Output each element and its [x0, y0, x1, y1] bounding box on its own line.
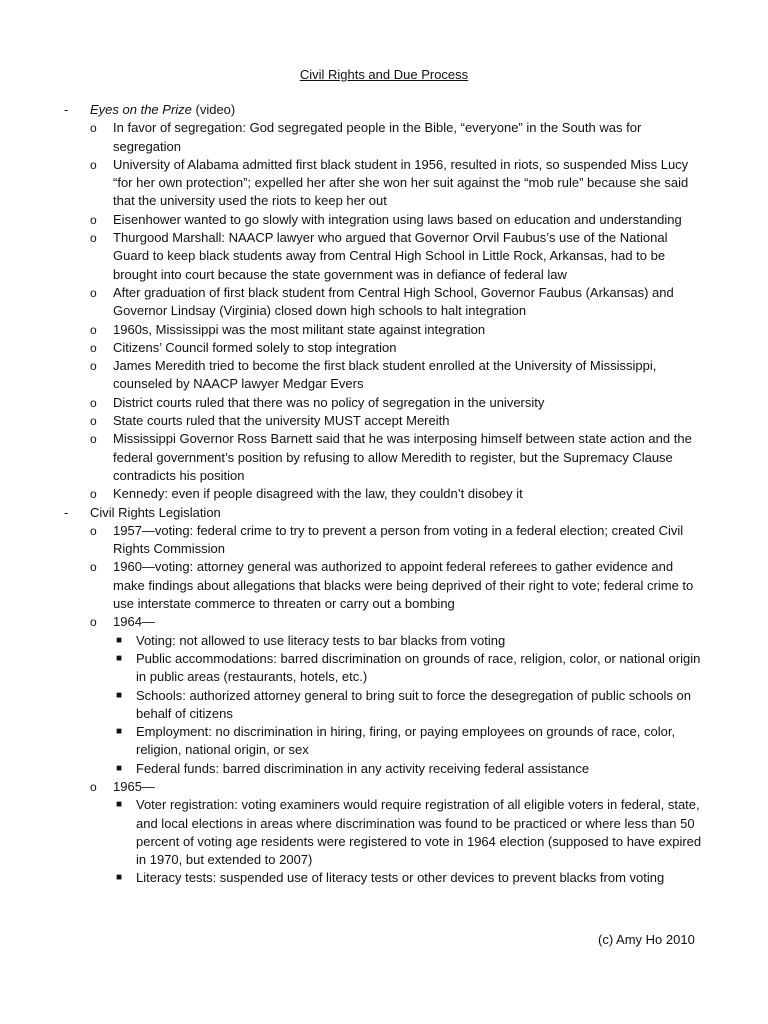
section-heading-rest: (video) — [191, 102, 236, 117]
copyright-footer: (c) Amy Ho 2010 — [598, 932, 695, 947]
list-item-text: In favor of segregation: God segregated people in the Bible, “everyone” in the South was for segregation — [113, 120, 642, 154]
list-item — [0, 430, 703, 485]
list-item-text: 1957—voting: federal crime to try to prevent a person from voting in a federal election; created Civil Rights Commission — [113, 522, 684, 557]
square-bullet: ■ — [116, 799, 123, 811]
sub-item-text: Voter registration: voting examiners would require registration of all eligible voters in federal, state, and local elections in areas where discrimination was found to be practiced or where less than 50 percent of voting age residents were registered to vote in 1964 election (supposed to have expired in 1970, but extended to 2007) — [136, 797, 702, 868]
list-item — [0, 284, 703, 321]
section-list — [0, 101, 768, 888]
circle-bullet: o — [90, 615, 97, 630]
circle-bullet: o — [90, 523, 97, 538]
sub-item — [0, 869, 703, 887]
section-heading: Civil Rights Legislation — [90, 504, 221, 520]
square-bullet: ■ — [116, 634, 123, 646]
section-civil-rights-legislation — [0, 504, 700, 888]
sub-item — [0, 632, 703, 650]
sub-item — [0, 650, 703, 687]
list-item — [0, 558, 703, 613]
circle-bullet: o — [90, 231, 97, 246]
list-item-text: Eisenhower wanted to go slowly with integration using laws based on education and understanding — [113, 211, 682, 227]
circle-bullet: o — [90, 285, 97, 300]
square-bullet: ■ — [116, 689, 123, 701]
square-bullet: ■ — [116, 652, 123, 664]
list-item — [0, 412, 703, 430]
list-item — [0, 119, 703, 156]
circle-bullet: o — [90, 560, 97, 575]
list-item-text: 1960—voting: attorney general was authorized to appoint federal referees to gather evidence and make findings about allegations that blacks were being deprived of their right to vote; federal crime to use interstate commerce to threaten or carry out a bombing — [113, 559, 694, 612]
list-item-text: University of Alabama admitted first black student in 1956, resulted in riots, so suspended Miss Lucy “for her own protection”; expelled her after she won her suit against the “mob rule” because she said that the university used the riots to keep her out — [113, 156, 689, 209]
circle-bullet: o — [90, 487, 97, 502]
dash-bullet: - — [64, 102, 69, 117]
circle-bullet: o — [90, 359, 97, 374]
list-item-text: State courts ruled that the university MUST accept Mereith — [113, 413, 450, 429]
circle-bullet: o — [90, 157, 97, 172]
sub-item — [0, 760, 703, 778]
section-items — [90, 119, 700, 503]
list-item-text: Thurgood Marshall: NAACP lawyer who argued that Governor Orvil Faubus’s use of the National Guard to keep black students away from Central High School in Little Rock, Arkansas, had to be brought into court because the state government was in defiance of federal law — [113, 230, 668, 282]
section-heading-italic: Eyes on the Prize — [90, 102, 192, 117]
list-item — [0, 522, 703, 559]
sub-item — [0, 723, 703, 760]
list-item-1965 — [0, 778, 703, 888]
section-heading — [90, 102, 235, 117]
dash-bullet: - — [64, 504, 69, 520]
sub-item — [0, 687, 703, 724]
square-bullet: ■ — [116, 726, 123, 738]
circle-bullet: o — [90, 121, 97, 136]
list-item — [0, 394, 703, 412]
sub-item-text: Public accommodations: barred discrimination on grounds of race, religion, color, or national origin in public areas (restaurants, hotels, etc.) — [136, 650, 701, 685]
circle-bullet: o — [90, 414, 97, 429]
circle-bullet: o — [90, 779, 97, 794]
sub-item-text: Federal funds: barred discrimination in any activity receiving federal assistance — [136, 760, 590, 776]
sub-item-text: Literacy tests: suspended use of literacy tests or other devices to prevent blacks from voting — [136, 870, 665, 886]
sub-items-1965 — [113, 796, 703, 887]
list-item-text: Kennedy: even if people disagreed with the law, they couldn’t disobey it — [113, 486, 523, 502]
sub-item-text: Employment: no discrimination in hiring, firing, or paying employees on grounds of race, color, religion, national origin, or sex — [136, 724, 676, 758]
section-eyes-on-the-prize — [0, 101, 700, 504]
circle-bullet: o — [90, 395, 97, 410]
list-item-text: James Meredith tried to become the first black student enrolled at the University of Mississippi, counseled by NAACP lawyer Medgar Evers — [113, 358, 657, 392]
list-item — [0, 339, 703, 357]
sub-item-text: Schools: authorized attorney general to bring suit to force the desegregation of public schools on behalf of citizens — [136, 687, 692, 721]
circle-bullet: o — [90, 432, 97, 447]
document-body — [0, 101, 768, 888]
list-item — [0, 357, 703, 394]
page-title: Civil Rights and Due Process — [299, 67, 469, 82]
list-item-text: District courts ruled that there was no policy of segregation in the university — [113, 394, 545, 410]
list-item-1964 — [0, 613, 703, 778]
sub-items-1964 — [113, 632, 703, 778]
list-item-text: Mississippi Governor Ross Barnett said that he was interposing himself between state action and the federal government’s position by refusing to allow Meredith to register, but the Supremacy Clause contradicts his position — [113, 431, 692, 483]
square-bullet: ■ — [116, 872, 123, 884]
list-item-text: 1964— — [113, 614, 155, 630]
square-bullet: ■ — [116, 762, 123, 774]
list-item-text: 1960s, Mississippi was the most militant state against integration — [113, 321, 486, 337]
circle-bullet: o — [90, 212, 97, 227]
list-item — [0, 485, 703, 503]
circle-bullet: o — [90, 340, 97, 355]
sub-item — [0, 796, 703, 869]
list-item — [0, 156, 703, 211]
list-item-text: 1965— — [113, 778, 155, 794]
list-item-text: After graduation of first black student from Central High School, Governor Faubus (Arkansas) and Governor Lindsay (Virginia) closed down high schools to halt integration — [113, 284, 674, 319]
section-items — [90, 522, 700, 888]
list-item-text: Citizens’ Council formed solely to stop integration — [113, 339, 397, 355]
list-item — [0, 321, 703, 339]
list-item — [0, 229, 703, 284]
list-item — [0, 211, 703, 229]
circle-bullet: o — [90, 322, 97, 337]
sub-item-text: Voting: not allowed to use literacy tests to bar blacks from voting — [136, 632, 506, 648]
